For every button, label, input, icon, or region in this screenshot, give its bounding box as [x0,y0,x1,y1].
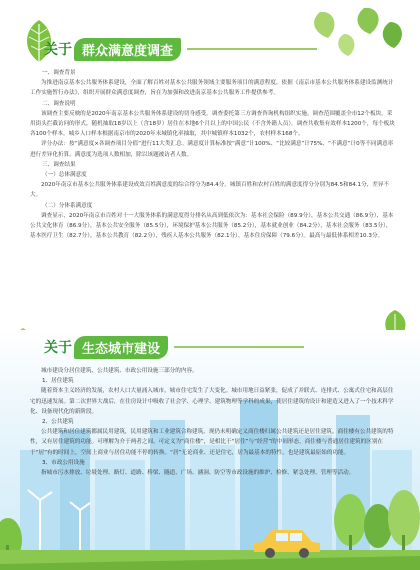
body-paragraph: 调查显示，2020年南京市百姓对十一大服务体系的满意度得分排名从高到低依次为：基本社会保险（89.9分），基本公共交通（86.9分），基本公共文化体育（86.9分），基本公共安全服务（85.5分），环境保护基本公共服务（85.2分），基本就业创业（84.2分），基本社会服务（83.5分），基本医疗卫生（82.7分），基本公共教育（82.2分），残疾人基本公共服务（82.1分），基本住房保障（79.6分）。最高与最低体系相差10.3分。 [30,212,394,240]
subheading: 三、调查结果 [42,161,76,168]
section-title-label: 生态城市建设 [74,336,168,359]
subheading: 2、公共建筑 [42,419,74,426]
section-title-eco-city [44,336,304,358]
body-paragraph: 该调查主要反映的是2020年南京基本公共服务体系建设的切身感受。调查委托第三方调查咨询机构组织实施。调查范围覆盖全市12个板块。采用街头拦截访问的形式，随机抽取18岁以上（含18岁）居住在本地6个月以上的中国公民（不含外籍人员）。调查共收集有效样本1200个，每个板块各100个样本。城乡人口样本根据南京市的2020年末城镇化率抽取，其中城镇样本1032个，农村样本168个。 [30,110,395,138]
title-divider [187,48,317,50]
title-divider [174,346,304,348]
eco-city-body [30,366,396,478]
body-paragraph: 随着资本主义经济的发展，农村人口大量涌入城市，城市住宅发生了大变化。城市用地日益紧张，促成了并联式、连排式、公寓式住宅和高层住宅的迅速发展。第二次世界大战后，在住房设计中吸收了社会学、心理学、建筑物理等学科的成果，使居住建筑的设计和建造又进入了一个技术科学化、设备现代化的新阶段。 [30,388,394,415]
subheading: 1、居住建筑 [42,378,74,385]
subheading: 一、调查背景 [42,70,76,76]
body-paragraph: 2020年南京市基本公共服务体系建设成效百姓满意度的综合得分为84.4分。城镇百姓和农村百姓的满意度得分分别为84.5和84.1分，差异不大。 [30,182,390,199]
section-title-label: 群众满意度调查 [74,38,181,61]
section-title-lead: 关于 [44,340,72,356]
subheading: 3、市政公用设施 [42,459,85,466]
body-paragraph: 公共建筑和居住建筑都属民用建筑，民用建筑和工业建筑合称建筑。现仍未明确定义商住楼归属公共建筑还是居住建筑。商住楼有公共建筑的特性，又有居住建筑的功能。可理解为介于两者之间。可定义为“商住楼”，是相比于“居住”与“经营”的中间形态，商住楼与普通居住建筑的区别在于“居”有的时间上，空间上商业与居住功能不停的转换。“居”无论商业、还是住宅，居为最基本的特性，也是建筑最原始的功能。 [30,429,394,456]
body-paragraph: 为推进南京基本公共服务体系建设，全面了解百姓对基本公共服务领域主要服务项目的满意程度，依据《南京市基本公共服务体系建设监测统计工作实施暂行办法》，组织开展群众满意度调查，旨在为加强和改进南京基本公共服务工作提供参考。 [30,80,394,97]
subheading: （一）总体满意度 [42,172,87,179]
section-title-survey [44,38,317,60]
section-title-lead: 关于 [44,42,72,58]
body-paragraph: 城市建设分居住建筑、公共建筑、市政公用设施三部分的内容。 [41,368,198,374]
subheading: （二）分体系满意度 [42,202,93,209]
survey-body [30,68,396,241]
subheading: 二、调查说明 [42,100,76,107]
body-paragraph: 指城市污水排放、垃圾处理、路灯、道路、桥梁、隧道、广场、涵洞、防空等市政设施的维护、检修、紧急处理、管理等活动。 [41,470,355,477]
body-paragraph: 评分办法：按“满意度×各调查项目分值”进行11大类汇总。满意度计算标准按“满意”计100%、“比较满意”计75%、“不满意”计0等不同满意率进行差异化折算。满意度为选项人数相加，除以该题被访者人数。 [30,141,394,158]
